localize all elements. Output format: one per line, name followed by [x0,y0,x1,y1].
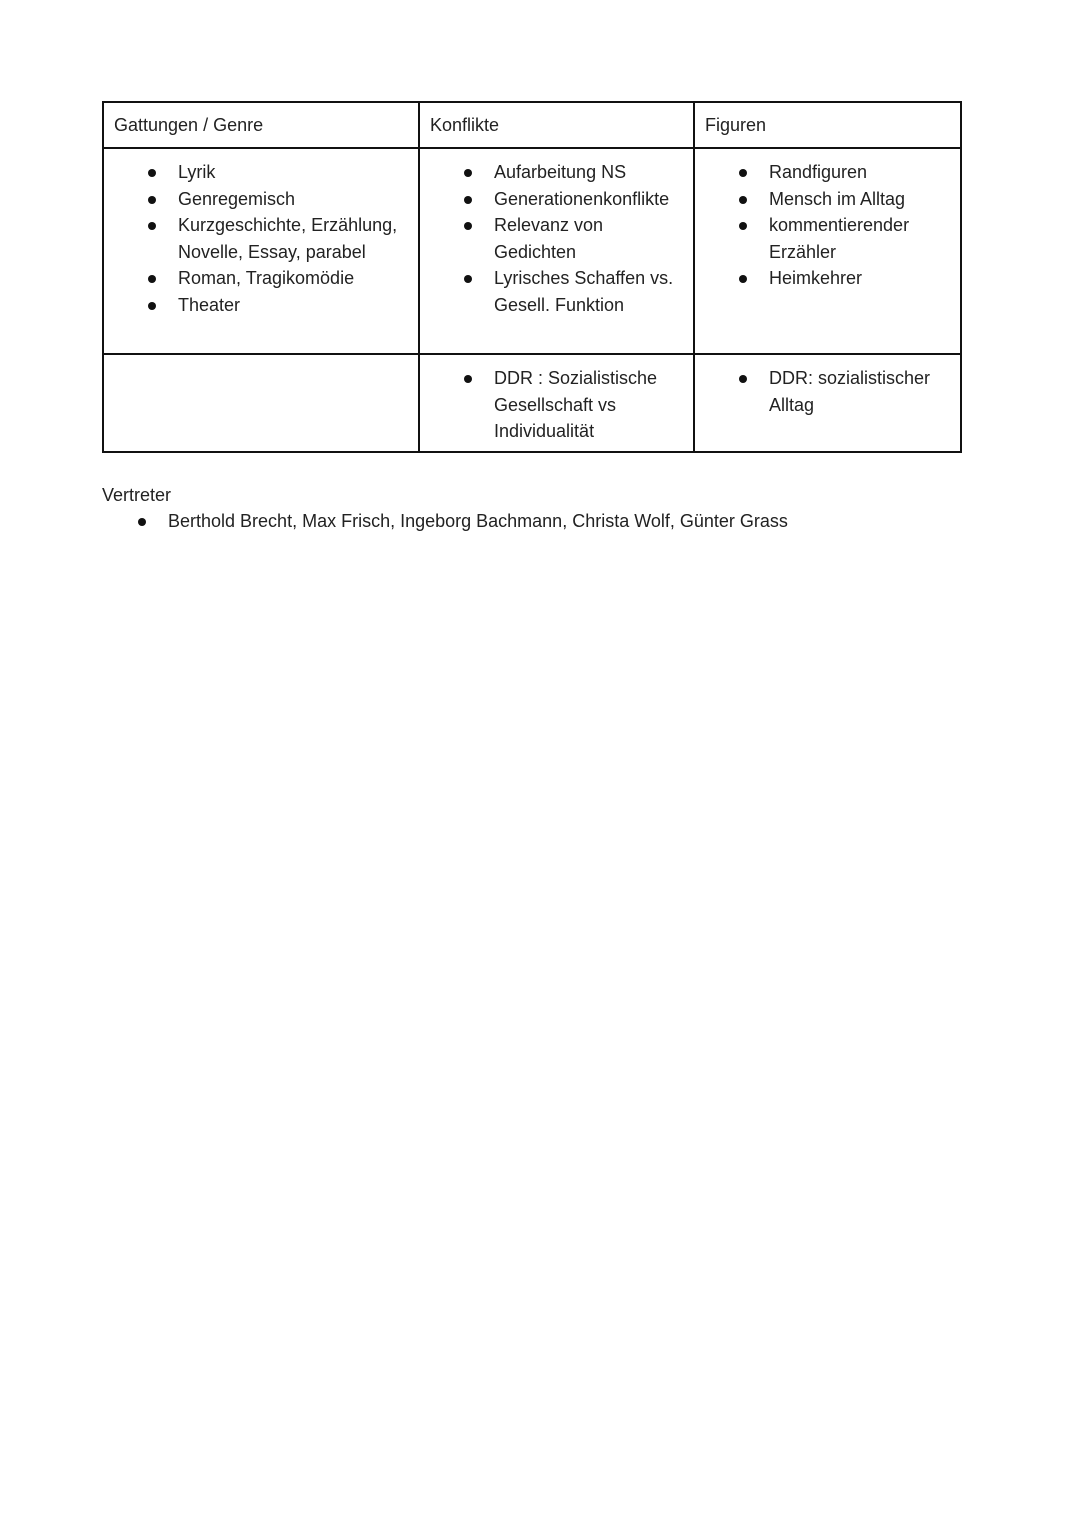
vertreter-list [102,508,1002,534]
figuren-ddr-list [695,365,960,418]
list-item: Generationenkonflikte [420,186,693,213]
list-item: DDR : Sozialistische Gesellschaft vs Individualität [420,365,693,445]
header-gattungen: Gattungen / Genre [103,102,419,148]
list-item: Heimkehrer [695,265,960,292]
list-item: Relevanz von Gedichten [420,212,693,265]
table-row [103,354,961,452]
cell-figuren-ddr [694,354,961,452]
cell-konflikte [419,148,694,354]
literature-overview-table [102,101,962,453]
vertreter-heading: Vertreter [102,485,172,505]
list-item: Lyrik [104,159,418,186]
list-item: Berthold Brecht, Max Frisch, Ingeborg Bachmann, Christa Wolf, Günter Grass [102,508,1002,534]
list-item: DDR: sozialistischer Alltag [695,365,960,418]
list-item: Aufarbeitung NS [420,159,693,186]
list-item: Roman, Tragikomödie [104,265,418,292]
header-figuren: Figuren [694,102,961,148]
cell-figuren [694,148,961,354]
list-item: Mensch im Alltag [695,186,960,213]
cell-konflikte-ddr [419,354,694,452]
list-item: Lyrisches Schaffen vs. Gesell. Funktion [420,265,693,318]
list-item: Theater [104,292,418,319]
list-item: kommentierender Erzähler [695,212,960,265]
figuren-list [695,159,960,292]
konflikte-list [420,159,693,318]
list-item: Randfiguren [695,159,960,186]
table-header-row [103,102,961,148]
header-konflikte: Konflikte [419,102,694,148]
konflikte-ddr-list [420,365,693,445]
gattungen-list [104,159,418,318]
table-row [103,148,961,354]
cell-empty [103,354,419,452]
list-item: Genregemisch [104,186,418,213]
cell-gattungen [103,148,419,354]
list-item: Kurzgeschichte, Erzählung, Novelle, Essay, parabel [104,212,418,265]
